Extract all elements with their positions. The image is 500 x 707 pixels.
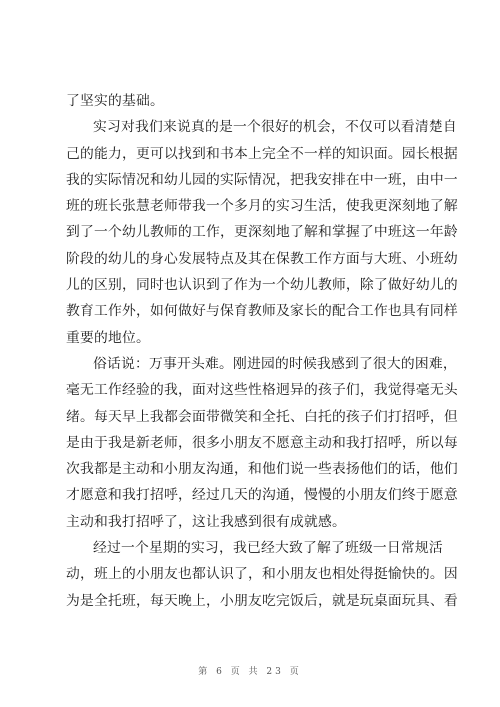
text-line: 动，班上的小朋友也都认识了，和小朋友也相处得挺愉快的。因 <box>66 566 458 583</box>
text-line: 为是全托班，每天晚上，小朋友吃完饭后，就是玩桌面玩具、看 <box>66 592 458 609</box>
text-line: 班的班长张慧老师带我一个多月的实习生活，使我更深刻地了解 <box>66 198 458 215</box>
text-line: 儿的区别，同时也认识到了作为一个幼儿教师，除了做好幼儿的 <box>66 277 458 294</box>
text-line: 毫无工作经验的我，面对这些性格迥异的孩子们，我觉得毫无头 <box>66 382 458 399</box>
paragraph-start-line: 经过一个星期的实习，我已经大致了解了班级一日常规活 <box>93 540 443 557</box>
text-line: 了坚实的基础。 <box>66 93 164 109</box>
text-line: 己的能力，更可以找到和书本上完全不一样的知识面。园长根据 <box>66 145 458 162</box>
paragraph-start-line: 俗话说：万事开头难。刚进园的时候我感到了很大的困难， <box>93 355 457 372</box>
text-line: 绪。每天早上我都会面带微笑和全托、白托的孩子们打招呼，但 <box>66 408 458 425</box>
paragraph-start-line: 实习对我们来说真的是一个很好的机会，不仅可以看清楚自 <box>93 119 457 136</box>
text-line: 到了一个幼儿教师的工作，更深刻地了解和掌握了中班这一年龄 <box>66 224 458 241</box>
page-number-footer: 第 6 页 共 23 页 <box>198 667 302 677</box>
text-line: 次我都是主动和小朋友沟通，和他们说一些表扬他们的话，他们 <box>66 461 458 478</box>
text-line: 是由于我是新老师，很多小朋友不愿意主动和我打招呼，所以每 <box>66 434 458 451</box>
text-line: 阶段的幼儿的身心发展特点及其在保教工作方面与大班、小班幼 <box>66 250 458 267</box>
text-line: 教育工作外，如何做好与保育教师及家长的配合工作也具有同样 <box>66 303 458 320</box>
document-body <box>66 88 458 614</box>
text-line: 才愿意和我打招呼，经过几天的沟通，慢慢的小朋友们终于愿意 <box>66 487 458 504</box>
text-line: 我的实际情况和幼儿园的实际情况，把我安排在中一班，由中一 <box>66 171 458 188</box>
text-line: 主动和我打招呼了，这让我感到很有成就感。 <box>66 513 346 530</box>
text-line: 重要的地位。 <box>66 329 150 346</box>
